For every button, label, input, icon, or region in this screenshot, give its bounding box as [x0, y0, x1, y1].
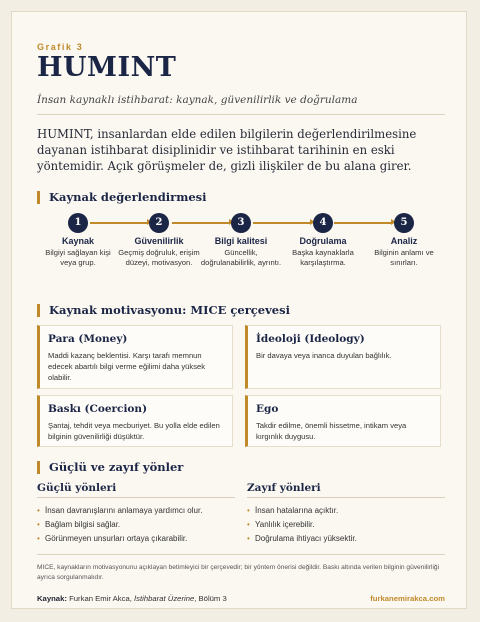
- step-number: 3: [231, 213, 251, 233]
- list-item: • İnsan hatalarına açıktır.: [247, 504, 445, 518]
- weaknesses-list: [247, 504, 445, 546]
- figure-label: Grafik 3: [37, 42, 84, 52]
- step-title: Analiz: [390, 236, 418, 246]
- page-title: HUMINT: [37, 52, 177, 83]
- step-description: Bilginin anlamı ve sınırları.: [374, 248, 434, 267]
- card-title: Baskı (Coercion): [48, 403, 148, 415]
- step-description: Bilgiyi sağlayan kişi veya grup.: [45, 248, 111, 267]
- list-item: • Yanlılık içerebilir.: [247, 518, 445, 532]
- step-description: Güncellik, doğrulanabilirlik, ayrıntı.: [200, 248, 282, 267]
- mice-card-ideology: [245, 325, 441, 389]
- list-item: • Doğrulama ihtiyacı yüksektir.: [247, 532, 445, 546]
- mice-card-money: [37, 325, 233, 389]
- card-description: Takdir edilme, önemli hissetme, intikam veya kırgınlık duygusu.: [256, 421, 407, 441]
- website-link[interactable]: furkanemirakca.com: [370, 594, 445, 603]
- divider: [37, 114, 445, 115]
- card-description: Bir davaya veya inanca duyulan bağlılık.: [256, 351, 392, 360]
- source-label: Kaynak:: [37, 594, 67, 603]
- step-title: Bilgi kalitesi: [214, 236, 268, 246]
- step-number: 2: [149, 213, 169, 233]
- list-item: • İnsan davranışlarını anlamaya yardımcı olur.: [37, 504, 235, 518]
- page-subtitle: İnsan kaynaklı istihbarat: kaynak, güvenilirlik ve doğrulama: [37, 94, 358, 106]
- section-title-mice: Kaynak motivasyonu: MICE çerçevesi: [37, 304, 290, 317]
- strengths-column: [37, 482, 235, 546]
- column-title: Güçlü yönleri: [37, 482, 235, 498]
- step-title: Doğrulama: [299, 236, 347, 246]
- section-title-strengths: Güçlü ve zayıf yönler: [37, 461, 183, 474]
- source-book: İstihbarat Üzerine: [134, 594, 195, 603]
- column-title: Zayıf yönleri: [247, 482, 445, 498]
- step-title: Kaynak: [61, 236, 95, 246]
- step-description: Geçmiş doğruluk, erişim düzeyi, motivasyon.: [118, 248, 200, 267]
- list-item: • Bağlam bilgisi sağlar.: [37, 518, 235, 532]
- source-citation: [37, 594, 227, 603]
- card-description: Maddi kazanç beklentisi. Karşı tarafı memnun edecek abartılı bilgi verme eğilimi daha yüksek olabilir.: [48, 351, 206, 382]
- section-title-evaluation: Kaynak değerlendirmesi: [37, 191, 207, 204]
- card-description: Şantaj, tehdit veya mecburiyet. Bu yolla elde edilen bilginin güvenilirliği düşüktür.: [48, 421, 220, 441]
- list-item: • Görünmeyen unsurları ortaya çıkarabilir.: [37, 532, 235, 546]
- card-title: Ego: [256, 403, 279, 415]
- step-number: 5: [394, 213, 414, 233]
- intro-paragraph: HUMINT, insanlardan elde edilen bilgilerin değerlendirilmesine dayanan istihbarat disiplinidir ve istihbarat tarihinin en eski yöntemidir. Açık görüşmeler de, gizli ilişkiler de bu alana girer.: [37, 127, 417, 173]
- divider: [37, 554, 445, 555]
- step-description: Başka kaynaklarla karşılaştırma.: [292, 248, 354, 267]
- strengths-list: [37, 504, 235, 546]
- card-title: Para (Money): [48, 333, 128, 345]
- footnote: MICE, kaynakların motivasyonunu açıklayan betimleyici bir çerçevedir; bir yöntem önerisi değildir. Baskı altında verilen bilginin güvenilirliği ayrıca sorgulanmalıdır.: [37, 564, 440, 581]
- step-analysis: [363, 213, 445, 268]
- card-title: İdeoloji (Ideology): [256, 333, 365, 345]
- source-chapter: , Bölüm 3: [194, 594, 227, 603]
- step-title: Güvenilirlik: [134, 236, 184, 246]
- weaknesses-column: [247, 482, 445, 546]
- mice-card-coercion: [37, 395, 233, 447]
- step-number: 1: [68, 213, 88, 233]
- source-author: Furkan Emir Akca,: [69, 594, 132, 603]
- page: [11, 11, 467, 609]
- mice-card-ego: [245, 395, 441, 447]
- evaluation-steps: [37, 213, 445, 293]
- step-number: 4: [313, 213, 333, 233]
